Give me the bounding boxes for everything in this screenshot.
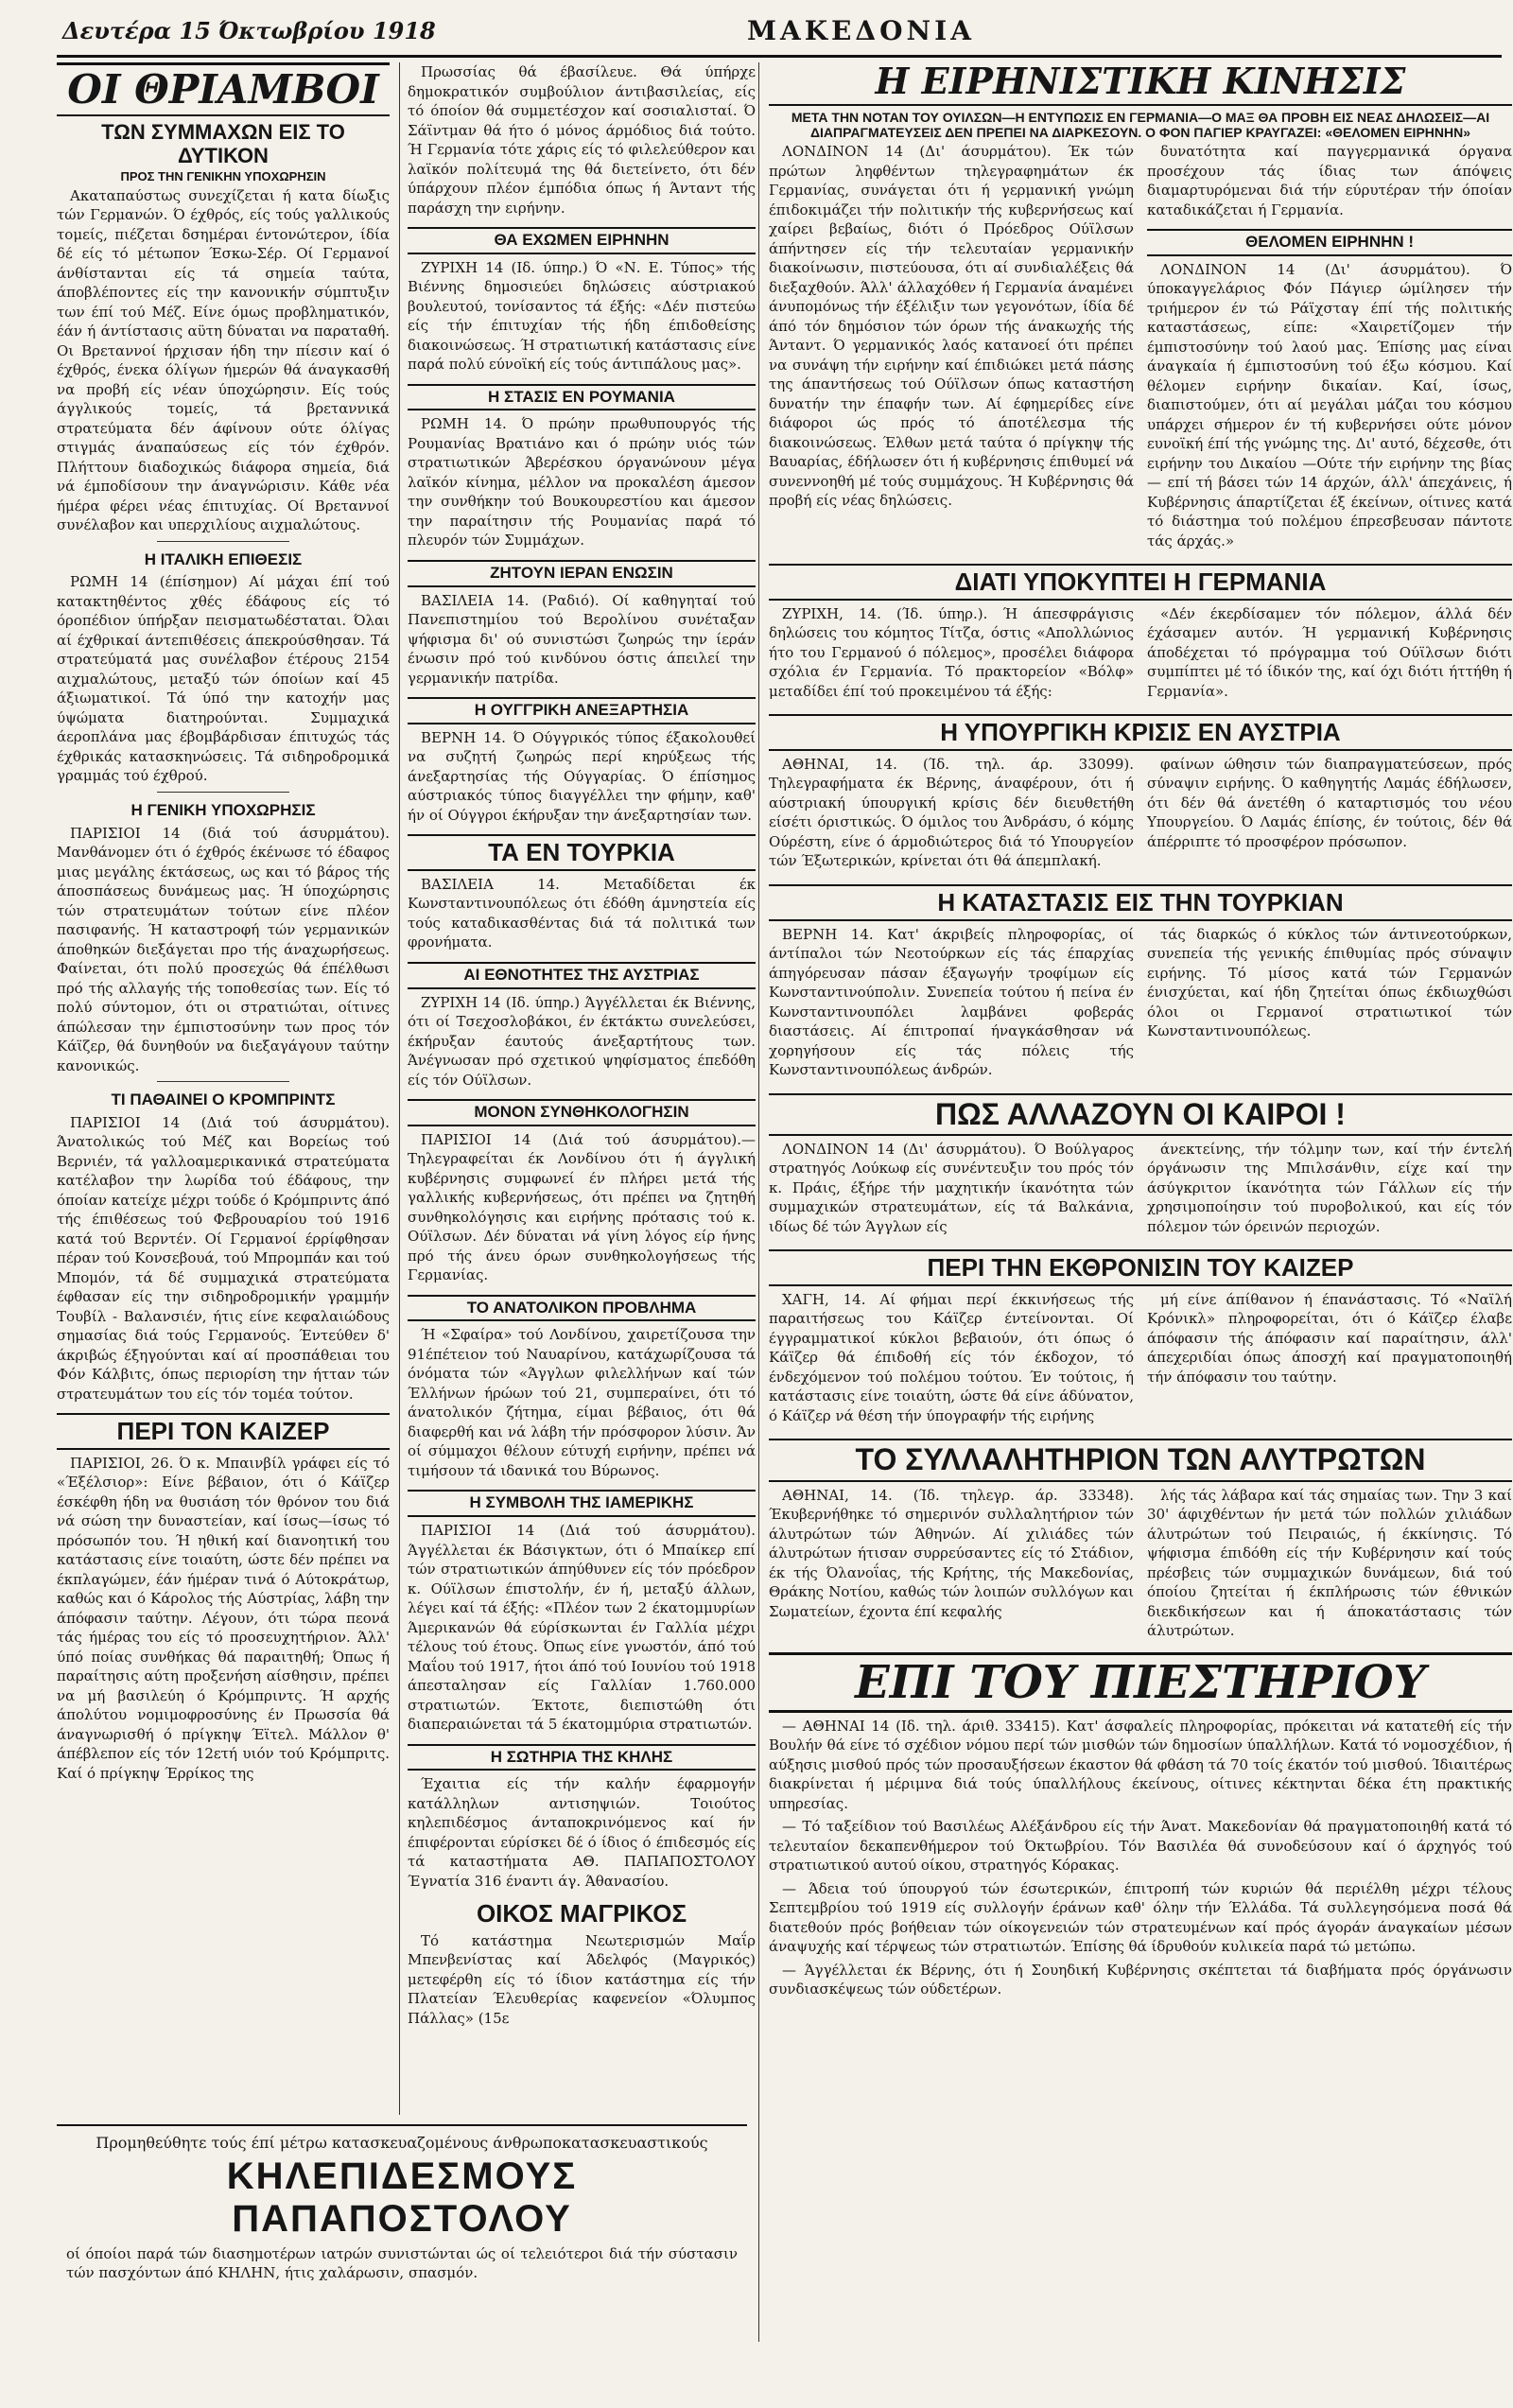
article-crisis-b: φαίνων ώθησιν τών διαπραγματεύσεων, πρός σύναψιν ειρήνης. Ό καθηγητής Λαμάς έδήλωσεν, ότι δέν θά άνετέθη ό καταρτισμός του νέου Υπουργείου. Ό Λαμάς έπίσης, έν τούτοις, δέν θά άπέρριπτε τό προσφέρον πρόσωπον. (1147, 755, 1512, 850)
newspaper-name: ΜΑΚΕΔΟΝΙΑ (747, 15, 975, 46)
article-hungary: ΒΕΡΝΗ 14. Ό Ούγγρικός τύπος έξακολουθεί να συζητή ζωηρώς περί κηρύξεως τής άνεξαρτησίας τής Ούγγαρίας. Ό έπίσημος αύστριακός τύπος διαγγέλλει την φήμην, καθ' ήν οί Ούγγροι έκήρυξαν την άνεξαρτησίαν των. (408, 728, 756, 824)
heading-hernia: Η ΣΩΤΗΡΙΑ ΤΗΣ ΚΗΛΗΣ (408, 1744, 756, 1771)
ad-intro: Προμηθεύθητε τούς έπί μέτρω κατασκευαζομένους άνθρωποκατασκευαστικούς (96, 2134, 708, 2152)
newspaper-page (57, 0, 1513, 2408)
peace-movement-body (769, 142, 1512, 554)
divider (157, 792, 290, 793)
article-kaiser2-a: ΧΑΓΗ, 14. Αί φήμαι περί έκκινήσεως τής παραιτήσεως του Κάϊζερ έντείνονται. Οί έγγραμματικοί κύκλοι βεβαιούν, ότι όπως ό Κάϊζερ θά έπιδοθή είς τόν έκδοχον, τό ένδεχόμενον τού πολέμου τούτου. Έν τούτοις, ή κατάστασις είνε τοιαύτη, ώστε θά είνε άδύνατον, ό Κάϊζερ νά θέση τήν ύπογραφήν τής ειρήνης (769, 1290, 1134, 1424)
article-times-b: άνεκτείνης, τήν τόλμην των, καί τήν έντελή όργάνωσιν της Μπιλσάνθιν, είχε καί την άσύγκριτον ίκανότητα τών Γάλλων είς τήν χρησιμοποίησιν τού πυροβολικού, και είς τόν πόλεμον τών όρεινών περιοχών. (1147, 1140, 1512, 1235)
heading-union: ΖΗΤΟΥΝ ΙΕΡΑΝ ΕΝΩΣΙΝ (408, 560, 756, 587)
article-oikos: Τό κατάστημα Νεωτερισμών Μαΐρ Μπενβενίστας καί Άδελφός (Μαγρικός) μετεφέρθη είς τό ίδιον κατάστημα είς τήν Πλατείαν Έλευθερίας καφενείον «Όλυμπος Πάλλας» (15ε (408, 1931, 756, 2027)
article-peace-c: ΛΟΝΔΙΝΟΝ 14 (Δι' άσυρμάτου). Ό ύποκαγγελάριος Φόν Πάγιερ ώμίλησεν τήν τριήμερον έν τώ Ράϊχσταγ έπί τής πολιτικής καταστάσεως, είπε: «Χαιρετίζομεν τήν έμπιστοσύνην τού λαού μας. Έπίσης μας είναι άναγκαία ή έμπιστοσύνη τού έξω κόσμου. Καί θέλομεν ειρήνην δικαίαν. Καί, ίσως, διαπιστούμεν, ότι αί μεγάλαι μάζαι του κόσμου υπάρχει σήμερον έν τή κυβερνήσει ούτε μόνον ευνοϊκή έπί τής γνώμης της. Δι' αυτό, δέχεσθε, ότι ειρήνην του Δικαίου —Ούτε τήν ειρήνην της βίας— επί τή βάσει τών 14 άρχών, άλλ' άπεχάνεις, ή Κυβέρνησις άπαρτίζεται έξ έκείνων, οίτινες κατά τό διάστημα τού πολέμου έπρεσβευσαν πάντοτε τάς άρχάς.» (1147, 260, 1512, 550)
issue-date: Δευτέρα 15 Όκτωβρίου 1918 (62, 17, 436, 44)
heading-kaiser-dethronement: ΠΕΡΙ ΤΗΝ ΕΚΘΡΟΝΙΣΙΝ ΤΟΥ ΚΑΙΖΕΡ (769, 1249, 1512, 1286)
press-item-1: — ΑΘΗΝΑΙ 14 (Ιδ. τηλ. άριθ. 33415). Κατ' άσφαλείς πληροφορίας, πρόκειται νά κατατεθή είς τήν Βουλήν θά είνε τό σχέδιον νόμου περί τών μισθών τών δημοσίων ύπαλλήλων. Κατά τό νομοσχέδιον, ή αύξησις μισθού πρός τών προσαυξήσεων έκαστον θά φθάση τά 70 τοίς έκατόν τού μισθού. Ίδιαιτέρως διακρίνεται ή μέριμνα διά τούς ύπαλλήλους έκείνους, οίτινες κέκτηνται δέκα έτη πρακτικής υπηρεσίας. (769, 1717, 1512, 1812)
article-america: ΠΑΡΙΣΙΟΙ 14 (Διά τού άσυρμάτου). Άγγέλλεται έκ Βάσιγκτων, ότι ό Μπαίκερ επί τών στρατιωτικών άπηύθυνεν είς τόν πρόεδρον κ. Ούϊλσων έπιστολήν, έν ή, μεταξύ άλλων, λέγει καί τά έξής: «Πλέον των 2 έκατομμυρίων Άμερικανών θά εύρίσκωνται έν Γαλλία μέχρι τέλους τού έτους. Όπως είνε γνωστόν, άπό τού Μαΐου τού 1917, ήτοι άπό τού Ιουνίου τού 1918 άπεσταλησαν είς Γαλλίαν 1.760.000 στρατιωτών. Έκτοτε, διεπιστώθη ότι διαπεραιώνεται τά 5 έκατομμύρια στρατιωτών. (408, 1522, 756, 1734)
heading-general-retreat: Η ΓΕΝΙΚΗ ΥΠΟΧΩΡΗΣΙΣ (130, 800, 316, 819)
article-turk-b: τάς διαρκώς ό κύκλος τών άντινεοτούρκων, συνεπεία τής γενικής έπιθυμίας πρός σύναψιν ειρήνης. Τό μίσος κατά τών Γερμανών ένισχύεται, καί ήδη ζητείται όπως έκδιωχθώσι όλοι οι Γερμανοί στρατιωτικοί τών Κωνσταντινουπόλεως. (1147, 925, 1512, 1040)
article-turk-a: ΒΕΡΝΗ 14. Κατ' άκριβείς πληροφορίας, οί άντίπαλοι τών Νεοτούρκων είς τάς έπαρχίας άπηγόρευσαν πάσαν έξαγωγήν τροφίμων είς Κωνσταντινούπολιν. Συνεπεία τούτου ή πείνα έν Κωνσταντινουπόλει λαμβάνει φοβεράς διαστάσεις. Αί έπιτροπαί ήναγκάσθησαν νά χορηγήσουν είς τάς πόλεις τής Κωνσταντινουπόλεως άνδρών. (769, 925, 1134, 1079)
austrian-crisis-body (769, 755, 1512, 875)
heading-why-germany: ΔΙΑΤΙ ΥΠΟΚΥΠΤΕΙ Η ΓΕΡΜΑΝΙΑ (769, 564, 1512, 601)
article-capitulation: ΠΑΡΙΣΙΟΙ 14 (Διά τού άσυρμάτου).—Τηλεγραφείται έκ Λονδίνου ότι ή άγγλική κυβέρνησις συμφωνεί έν πλήρει μετά τής γαλλικής κυβερνήσεως, ότι πρέπει να ζητηθή συνθηκολόγησις και ειρήνης πρότασις τού κ. Ούϊλσων. Δέν δύναται νά γίνη λόγος είρ ήνης πρό τής άνευ όρων συνθηκολογήσεως τής Γερμανίας. (408, 1130, 756, 1284)
heading-italian-offensive: Η ΙΤΑΛΙΚΗ ΕΠΙΘΕΣΙΣ (144, 550, 303, 568)
article-kaiser: ΠΑΡΙΣΙΟΙ, 26. Ό κ. Μπαινβίλ γράφει είς τό «Έξέλσιορ»: Είνε βέβαιον, ότι ό Κάϊζερ έσκέφθη ήδη να θυσιάση τόν θρόνον του διά νά σώση την δυναστείαν, καί ίσως—ίσως τό πρόσωπόν του. Ή ηθική καί διανοητική του κατάστασις είνε τοιαύτη, ώστε δέν πρέπει να έκπλαγώμεν, έάν ήμέραν τινά ό Αύτοκράτωρ, καθώς και ό Κάρολος τής Αύστρίας, λάβη την άπόφασιν ταύτην. Λέγουν, ότι τώρα πεονά τάς ήμέρας του είς τό προσευχητήριον. Άλλ' ύπό ποίας συνθήκας θά παραιτηθή; Όπως ή παραίτησις αύτη προξενήση αίσθησιν, πρέπει να μή βασιλεύη ό Κρόμπριντς. Ή αρχής άπολύτου νομιμοφροσύνης έν Πρωσσία θά άναγνωρισθή ό πρίγκηψ Έϊτελ. Μάλλον θ' άπέβλεπον είς τόν 12ετή υιόν τού Κρόμπριτς. Καί ό πρίγκηψ Έρρίκος της (57, 1454, 390, 1782)
article-austria: ΖΥΡΙΧΗ 14 (Ιδ. ύπηρ.) Άγγέλλεται έκ Βιέννης, ότι οί Τσεχοσλοβάκοι, έν έκτάκτω συνελεύσει, έκήρυξαν έαυτούς άνεξαρτήτους των. Άνέγνωσαν πρό σχετικού ψηφίσματος έπεδόθη είς τόν Ούϊλσων. (408, 993, 756, 1089)
heading-hungary: Η ΟΥΓΓΡΙΚΗ ΑΝΕΞΑΡΤΗΣΙΑ (408, 697, 756, 724)
article-eastern-question: Ή «Σφαίρα» τού Λονδίνου, χαιρετίζουσα την 91έπέτειον τού Ναυαρίνου, κατάχωρίζουσα τά όνόματα τών «Άγγλων φιλελλήνων καί τών Έλλήνων ήρώων τού 21, συμπεραίνει, ότι τό άνατολικόν ζήτημα, είμαι βέβαιος, ότι θά διαφερθή και νά λάβη τήν πρόσφορον λύσιν. Άν οί σύμμαχοι θέλουν εύτυχή ειρήνην, πρέπει νά τιμήσουν τά ιδανικά του Βύρωνος. (408, 1326, 756, 1479)
heading-kaiser: ΠΕΡΙ ΤΟΝ ΚΑΙΖΕΡ (57, 1413, 390, 1450)
article-rally-a: ΑΘΗΝΑΙ, 14. (Ίδ. τηλεγρ. άρ. 33348). Έκυβερνήθηκε τό σημερινόν συλλαλητήριον τών άλυτρώτων τών Άθηνών. Αί χιλιάδες τών άλυτρώτων ήτισαν συρρεύσαντες είς τό Στάδιον, έκ τής Όλανοΐας, τής Κρήτης, τής Μακεδονίας, Θράκης Νοτίου, καθώς τών λοιπών συλλόγων και Σωματείων, έχοντα έπί κεφαλής (769, 1486, 1134, 1620)
heading-romania: Η ΣΤΑΣΙΣ ΕΝ ΡΟΥΜΑΝΙΑ (408, 384, 756, 411)
column-2 (399, 62, 756, 2115)
heading-we-want-peace: ΘΕΛΟΜΕΝ ΕΙΡΗΝΗΝ ! (1147, 229, 1512, 256)
article-italian: ΡΩΜΗ 14 (έπίσημον) Αί μάχαι έπί τού κατακτηθέντος χθές έδάφους είς τό όροπέδιον ύπήρξαν πεισματωδέσταται. Όλαι αί έχθρικαί άντεπιθέσεις άπεκρούσθησαν. Τά στρατεύματά μας συνέλαβον έτέρους 2154 αιχμαλώτους, μεταξύ τών όποίων καί 45 άξιωματικοί. Τά ύπό την κατοχήν μας ύψώματα διατηρούνται. Συμμαχικά άεροπλάνα μας έβομβάρδισαν έπιτυχώς τάς έχθρικάς κατασκηνώσεις. Τά σιδηροδρομικά γραμμάς τού έχθρού. (57, 573, 390, 785)
article-romania: ΡΩΜΗ 14. Ό πρώην πρωθυπουργός τής Ρουμανίας Βρατιάνο και ό πρώην υιός τών στρατιωτικών Άβερέσκου όργανώνουν μέγα λαϊκόν κίνημα, μέλλον να προκαλέση άμεσον την συνθήκην τού Βουκουρεστίου και άμεσον την παραίτησιν τής Ρουμανίας παρά τό πλευρόν τών Συμμάχων. (408, 415, 756, 550)
divider (157, 1081, 290, 1082)
advertisement (57, 2124, 747, 2351)
article-kromprinz: ΠΑΡΙΣΙΟΙ 14 (Διά τού άσυρμάτου). Άνατολικώς τού Μέζ και Βορείως τού Βερνιέν, τά γαλλοαμερικανικά στρατεύματα κατέλαβον την λωρίδα τού έδάφους, την όποίαν κατείχε μέχρι τούδε ό Κρόμπριντς άπό τής έπιθέσεως τού Φεβρουαρίου τού 1916 κατά τού Βερντέν. Οί Γερμανοί έρρίφθησαν πέραν τού Κονσεβουά, τού Μπρομπάν και τού Μπομόν, τά δέ συμμαχικά στρατεύματα έφθασαν είς την σιδηροδρομικήν γραμμήν Τουβίλ - Βαλανσιέν, ήτις είνε κεφαλαιώδους σημασίας διά τούς Γερμανούς. Έντεύθεν δ' άκριβώς έξηγούνται καί αί προσπάθειαι του Φόν Κάλβιτς, όπως περιορίση την ήτταν τών στρατευμάτων του είς τόν τομέα τούτον. (57, 1113, 390, 1403)
press-item-3: — Άδεια τού ύπουργού τών έσωτερικών, έπιτροπή τών κυριών θά περιέλθη μέχρι τέλους Σεπτεμβρίου τού 1919 είς συλλογήν έράνων καθ' όλην τήν Έλλάδα. Τά συλλεγησόμενα ποσά θά διατεθούν πρός βοήθειαν τών οίκογενειών τών στρατευμένων καί πρός άγοράν άναγκαίων μέσων άναψυχής καί τέρψεως τών στρατιωτών. Έπίσης θά ίδρυθούν κυλικεία παρά τώ μετώπω. (769, 1879, 1512, 1956)
heading-times-change: ΠΩΣ ΑΛΛΑΖΟΥΝ ΟΙ ΚΑΙΡΟΙ ! (769, 1093, 1512, 1136)
turkey-situation-body (769, 925, 1512, 1084)
headline-on-the-press: ΕΠΙ ΤΟΥ ΠΙΕΣΤΗΡΙΟΥ (769, 1652, 1512, 1713)
article-turkey: ΒΑΣΙΛΕΙΑ 14. Μεταδίδεται έκ Κωνσταντινουπόλεως ότι έδόθη άμνηστεία είς τούς καταδικασθέντας διά τά πολιτικά των φρονήματα. (408, 875, 756, 951)
article-times-a: ΛΟΝΔΙΝΟΝ 14 (Δι' άσυρμάτου). Ό Βούλγαρος στρατηγός Λούκωφ είς συνέντευξιν του πρός τόν κ. Πράις, έξήρε τήν μαχητικήν ίκανότητα τών συμμαχικών στρατευμάτων, είς τά Βαλκάνια, ιδίως δέ τών Άγγλων είς (769, 1140, 1134, 1235)
article-continued: Πρωσσίας θά έβασίλευε. Θά ύπήρχε δημοκρατικόν συμβούλιον άντιβασιλείας, είς τό όποίον θά συμμετέσχον καί σοσιαλισταί. Ό Σάϊντμαν θά ήτο ό μόνος άρμόδιος διά τούτο. Ή Γερμανία τότε χάρις είς τό φιλελεύθερον και λαϊκόν πολίτευμά της θά διετείνετο, ότι δέν ύπάρχουν πλέον έμπόδια όπως ή Άνταντ τής παράσχη την ειρήνην. (408, 63, 756, 217)
column-3 (758, 62, 1512, 2342)
subheadline-peace-movement: ΜΕΤΑ ΤΗΝ ΝΟΤΑΝ ΤΟΥ ΟΥΙΛΣΩΝ—Η ΕΝΤΥΠΩΣΙΣ ΕΝ ΓΕΡΜΑΝΙΑ—Ο ΜΑΞ ΘΑ ΠΡΟΒΗ ΕΙΣ ΝΕΑΣ ΔΗΛΩΣΕΙΣ—ΑΙ ΔΙΑΠΡΑΓΜΑΤΕΥΣΕΙΣ ΔΕΝ ΠΡΕΠΕΙ ΝΑ ΔΙΑΡΚΕΣΟΥΝ. Ο ΦΟΝ ΠΑΓΙΕΡ ΚΡΑΥΓΑΖΕΙ: «ΘΕΛΟΜΕΝ ΕΙΡΗΝΗΝ» (791, 109, 1490, 140)
ad-box (57, 2124, 747, 2344)
heading-turkey-situation: Η ΚΑΤΑΣΤΑΣΙΣ ΕΙΣ ΤΗΝ ΤΟΥΡΚΙΑΝ (769, 884, 1512, 921)
article-peace: ΖΥΡΙΧΗ 14 (Ιδ. ύπηρ.) Ό «Ν. Ε. Τύπος» τής Βιέννης δημοσιεύει δηλώσεις αύστριακού βουλευτού, τονίσαντος τά έξής: «Δέν πιστεύω είς τήν έπιτυχίαν τής ήδη έπιδοθείσης διακοινώσεως. Ή στρατιωτική κατάστασις είνε παρά πολύ εύνοϊκή είς τούς άντιπάλους μας». (408, 258, 756, 374)
press-item-4: — Άγγέλλεται έκ Βέρνης, ότι ή Σουηδική Κυβέρνησις σκέπτεται τά διαβήματα πρός όργάνωσιν συνδιασκέψεως τών ούδετέρων. (769, 1961, 1512, 1998)
article-crisis-a: ΑΘΗΝΑΙ, 14. (Ίδ. τηλ. άρ. 33099). Τηλεγραφήματα έκ Βέρνης, άναφέρουν, ότι ή αύστριακή ύπουργική κρίσις δέν διευθετήθη είσέτι όριστικώς. Ό όμιλος του Άνδράσυ, ό κόμης Ούρέστη, είνε ό άρμοδιώτερος διά τό Υπουργείον τών Έξωτερικών, κρίνεται ότι θά άπεμπλακή. (769, 755, 1134, 870)
heading-kromprinz: ΤΙ ΠΑΘΑΙΝΕΙ Ο ΚΡΟΜΠΡΙΝΤΣ (111, 1091, 336, 1108)
kicker-retreat: ΠΡΟΣ ΤΗΝ ΓΕΝΙΚΗΝ ΥΠΟΧΩΡΗΣΙΝ (120, 168, 326, 183)
heading-eastern-question: ΤΟ ΑΝΑΤΟΛΙΚΟΝ ΠΡΟΒΛΗΜΑ (408, 1295, 756, 1322)
heading-peace: ΘΑ ΕΧΩΜΕΝ ΕΙΡΗΝΗΝ (408, 227, 756, 254)
headline-peace-movement: Η ΕΙΡΗΝΙΣΤΙΚΗ ΚΙΝΗΣΙΣ (769, 62, 1512, 106)
ad-brand: ΚΗΛΕΠΙΔΕΣΜΟΥΣ ΠΑΠΑΠΟΣΤΟΛΟΥ (226, 2155, 578, 2240)
article-union: ΒΑΣΙΛΕΙΑ 14. (Ραδιό). Οί καθηγηταί τού Πανεπιστημίου τού Βερολίνου συνέταξαν ψήφισμα δι' ού συνιστώσι ζωηρώς την ίεράν ένωσιν πρό τού κινδύνου όστις άπειλεί την γερμανικήν πατρίδα. (408, 591, 756, 687)
divider (157, 541, 290, 542)
ad-description: οί όποίοι παρά τών διασημοτέρων ιατρών συνιστώνται ώς οί τελειότεροι διά τήν σύστασιν τών πασχόντων άπό ΚΗΛΗΝ, ήτις χαλάρωσιν, σπασμόν. (66, 2245, 738, 2281)
masthead (57, 13, 1502, 58)
article-peace-b: δυνατότητα καί παγγερμανικά όργανα προσέχουν τάς ίδιας των άπόψεις διαμαρτυρόμεναι διά τήν εύρυτέραν τήν όποίαν καταδικάζεται ή Γερμανία. (1147, 143, 1512, 218)
article-hernia: Έχαιτια είς τήν καλήν έφαρμογήν κατάλληλων αντισηψιών. Τοιούτος κηλεπιδέσμος άνταποκρινόμενος καί ήν έπιφέρονται εύρίσκει δέ ό ίδιος ό έπιδεσμός είς τά καταστήματα ΑΘ. ΠΑΠΑΠΟΣΤΟΛΟΥ Έγνατία 316 έναντι άγ. Άθανασίου. (408, 1775, 756, 1890)
article-kaiser2-b: μή είνε άπίθανον ή έπανάστασις. Τό «Ναϊλή Κρόνικλ» πληροφορείται, ότι ό Κάϊζερ έλαβε άπόφασιν τής άπόφασιν καί παραίτησιν, άλλ' άπεχεριδίαι όπως άποσχή καί πραγματοποιηθή τήν άπόφασιν του ταύτην. (1147, 1290, 1512, 1386)
heading-rally: ΤΟ ΣΥΛΛΑΛΗΤΗΡΙΟΝ ΤΩΝ ΑΛΥΤΡΩΤΩΝ (769, 1439, 1512, 1481)
heading-oikos: ΟΙΚΟΣ ΜΑΓΡΙΚΟΣ (476, 1899, 687, 1928)
headline-triumphs: ΟΙ ΘΡΙΑΜΒΟΙ (57, 62, 390, 116)
heading-turkey: ΤΑ ΕΝ ΤΟΥΡΚΙΑ (408, 834, 756, 871)
press-item-2: — Τό ταξείδιον τού Βασιλέως Αλέξάνδρου είς τήν Άνατ. Μακεδονίαν θά πραγματοποιηθή κατά τό τελευταίον δεκαπενθήμερον τού Όκτωβρίου. Τόν Βασιλέα θά συνοδεύσουν καί ό άρχηγός τού στρατιωτικού αυτού οίκου, στρατηγός Κόρακας. (769, 1818, 1512, 1875)
subheadline-allies: ΤΩΝ ΣΥΜΜΑΧΩΝ ΕΙΣ ΤΟ ΔΥΤΙΚΟΝ (101, 120, 345, 168)
article-general: ΠΑΡΙΣΙΟΙ 14 (διά τού άσυρμάτου). Μανθάνομεν ότι ό έχθρός έκένωσε τό έδαφος μιας μεγάλης έκτάσεως, ως και τό βάρος τής άποσπάσεως δυνάμεως μας. Ή ύποχώρησις τών στρατευμάτων τούτων είνε πλέον πασιφανής. Ή καταστροφή τών γερμανικών άποθηκών διεξάγεται προ τής άναχωρήσεως. Φαίνεται, ότι πολύ προσεχώς θά έπέλθωσι πρό τής αλλαγής τής τοποθεσίας των. Είς τό πολύ σύντομον, ότι οι στρατιώται, οίτινες άπώλεσαν την έμπιστοσύνην των προς τόν Κάϊζερ, θά δυνηθούν να διεξαγάγουν ταύτην κανονικώς. (57, 824, 390, 1074)
article-rally-b: λής τάς λάβαρα καί τάς σημαίας των. Την 3 καί 30' άφιχθέντων ήν μετά τών πολλών χιλιάδων άλυτρώτων τού Πειραιώς, ή έκκίνησις. Τό ψήφισμα έπιδόθη είς τήν Κυβέρνησιν καί τούς πρέσβεις τών συμμαχικών δυνάμεων, διά τού όποίου ζητείται ή έκπλήρωσις τών έθνικών διεκδικήσεων και ή άποκατάστασις τών άλυτρώτων. (1147, 1486, 1512, 1640)
times-change-body (769, 1140, 1512, 1241)
heading-austrian-crisis: Η ΥΠΟΥΡΓΙΚΗ ΚΡΙΣΙΣ ΕΝ ΑΥΣΤΡΙΑ (769, 714, 1512, 751)
column-1 (57, 62, 390, 2115)
heading-austria: ΑΙ ΕΘΝΟΤΗΤΕΣ ΤΗΣ ΑΥΣΤΡΙΑΣ (408, 962, 756, 989)
article-peace-a: ΛΟΝΔΙΝΟΝ 14 (Δι' άσυρμάτου). Έκ τών πρώτων ληφθέντων τηλεγραφημάτων έκ Γερμανίας, συνάγεται ότι ή γερμανική γνώμη έπιδοκιμάζει τήν πολιτικήν τής κυβερνήσεως καί χαίρει βεβαίως, διότι ό Πρόεδρος Ούϊλσων άπήντησεν είς τήν τελευταίαν γερμανικήν διακοίνωσιν, πιστεύουσα, ότι αί συνδιαλέξεις θά διεξαχθούν. Άλλ' άλλαχόθεν ή Γερμανία άναμένει άνυπομόνως τήν έξέλιξιν των γεγονότων, ίδία δέ άπό τόν δημόσιον τών όρων τής άνακωχής τής Άνταντ. Ό γερμανικός λαός κατανοεί ότι πρέπει να συνάψη τήν ειρήνην καί έπιδιώκει μετά πάσης της άπαντήσεως τού Ούϊλσων όπως καταστήση δυνατήν την έπαφήν των. Αί έφημερίδες είνε διάφοροι ώς πρός τό άποτέλεσμα τής διακοινώσεως. Έλθων μετά ταύτα ό πρίγκηψ τής Βαυαρίας, έδήλωσεν ότι ή κυβέρνησις έπιθυμεί νά συνεννοηθή μέ τούς συμμάχους. Ή Κυβέρνησις θά προβή είς νέας δηλώσεις. (769, 143, 1134, 510)
why-germany-body (769, 604, 1512, 706)
heading-capitulation: ΜΟΝΟΝ ΣΥΝΘΗΚΟΛΟΓΗΣΙΝ (408, 1099, 756, 1126)
article-why-b: «Δέν έκερδίσαμεν τόν πόλεμον, άλλά δέν έχάσαμεν αυτόν. Ή γερμανική Κυβέρνησις άποδέχεται τό πρόγραμμα τού Ούϊλσων διότι συμπίπτει μέ τό ίδικόν της, καί όχι διότι ήττήθη ή Γερμανία». (1147, 604, 1512, 700)
article-why-a: ΖΥΡΙΧΗ, 14. (Ίδ. ύπηρ.). Ή άπεσφράγισις δηλώσεις του κόμητος Τίτζα, όστις «Απολλώνιος ήτο του Γερμανού ό πόλεμος», προσέλει διάφορα σχόλια έν Γερμανία. Τό πρακτορείον «Βόλφ» μεταδίδει έπί τού προκειμένου τά έξής: (769, 604, 1134, 700)
rally-body (769, 1486, 1512, 1645)
heading-america: Η ΣΥΜΒΟΛΗ ΤΗΣ ΙΑΜΕΡΙΚΗΣ (408, 1490, 756, 1517)
kaiser-dethronement-body (769, 1290, 1512, 1430)
article-intro: Ακαταπαύστως συνεχίζεται ή κατα δίωξις τών Γερμανών. Ό έχθρός, είς τούς γαλλικούς τομείς, πιέζεται δσημέραι έντονώτερον, ίδία δέ είς τό μέτωπον Έσκω-Σέρ. Οί Γερμανοί άνθίστανται είς τά σημεία ταύτα, άποβλέποντες είς την κανονικήν σύμπτυξιν των έπί τού Μέζ. Είνε όμως προβληματικόν, έάν ή άντίστασις αϋτη δύναται να παραταθή. Οι Βρεταννοί ήρχισαν ήδη την πίεσιν καί ό έχθρός, ένεκα όλίγων ήμερών θά άναγκασθή να προβή είς νέαν ύποχώρησιν. Είς τούς άγγλικούς τομείς, τά βρεταννικά στρατεύματα δέν άφίνουν ούτε όλίγας στιγμάς άναπαύσεως είς τόν έχθρόν. Πλήττουν διαδοχικώς διάφορα σημεία, διά νά έμποδίσουν την άναγνώρισιν. Κάθε νέα ήμέρα φέρει νέας έπιτυχίας. Οί Βρεταννοί συνέλαβον και υπερχιλίους αιχμαλώτους. (57, 186, 390, 534)
